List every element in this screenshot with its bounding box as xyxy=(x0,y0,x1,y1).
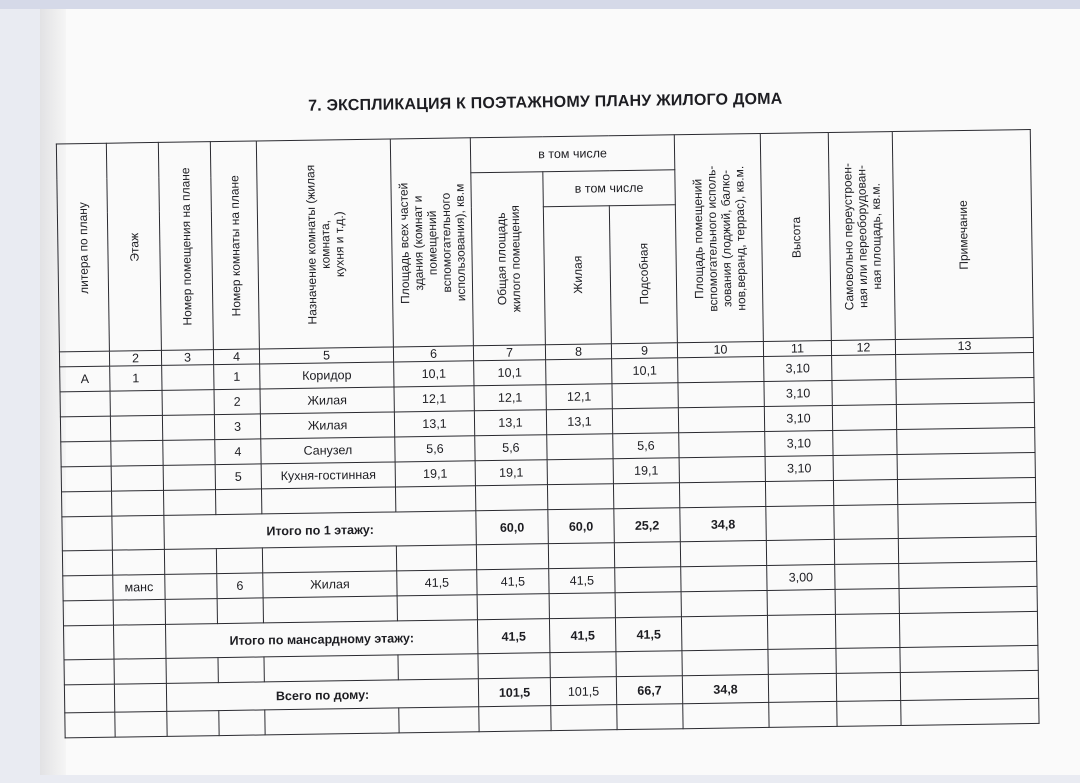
col-number-cell: 8 xyxy=(545,344,611,360)
total-floor1-area: 60,0 xyxy=(476,510,548,545)
col-number-cell: 10 xyxy=(677,341,763,357)
cell-height: 3,10 xyxy=(765,455,833,481)
cell-floor xyxy=(111,440,163,466)
cell-area: 5,6 xyxy=(395,436,475,462)
cell-height: 3,10 xyxy=(765,430,833,456)
cell-height: 3,00 xyxy=(767,564,835,590)
cell-area: 12,1 xyxy=(394,386,474,412)
cell-total: 10,1 xyxy=(474,360,546,386)
cell-area: 41,5 xyxy=(397,570,477,596)
cell-aux-area xyxy=(678,356,764,382)
cell-room: 3 xyxy=(214,414,260,440)
col-number-cell: 3 xyxy=(161,350,213,366)
cell-note xyxy=(897,427,1035,454)
cell-liter xyxy=(60,416,110,442)
cell-height: 3,10 xyxy=(764,405,832,431)
col-number-cell: 4 xyxy=(213,349,259,365)
header-auxiliary: Подсобная xyxy=(609,205,677,344)
header-total-area: Площадь всех частей здания (комнат и помещений вспомогательного использования), кв.м xyxy=(390,138,473,347)
cell-area: 13,1 xyxy=(394,411,474,437)
cell-aux xyxy=(612,408,678,434)
cell-aux xyxy=(612,383,678,409)
header-auxiliary-area: Площадь помещений вспомогательного исполь- зования (лоджий, балко- нов,веранд, террас), кв.м. xyxy=(674,133,763,342)
total-house-label: Всего по дому: xyxy=(166,679,478,712)
cell-unauth xyxy=(832,355,896,381)
cell-total: 12,1 xyxy=(474,385,546,411)
cell-living: 12,1 xyxy=(546,384,612,410)
cell-premise xyxy=(162,365,214,391)
cell-floor xyxy=(111,465,163,491)
cell-living xyxy=(547,459,613,485)
total-attic-label: Итого по мансардному этажу: xyxy=(165,620,477,659)
col-number-cell: 5 xyxy=(259,347,393,364)
cell-premise xyxy=(162,390,214,416)
header-room-purpose: Назначение комнаты (жилая комната, кухня и т.д.) xyxy=(256,139,393,349)
cell-floor: 1 xyxy=(110,365,162,391)
cell-unauth xyxy=(832,380,896,406)
cell-unauth xyxy=(833,455,897,481)
cell-premise xyxy=(163,440,215,466)
cell-living: 41,5 xyxy=(549,568,615,594)
total-floor1-label: Итого по 1 этажу: xyxy=(164,511,476,550)
cell-room: 5 xyxy=(215,464,261,490)
total-house-living: 66,7 xyxy=(616,676,682,705)
header-premise-number: Номер помещения на плане xyxy=(158,142,213,351)
total-attic-living: 41,5 xyxy=(615,617,682,652)
col-number-cell: 13 xyxy=(895,337,1033,354)
cell-aux-area xyxy=(678,381,764,407)
cell-room: 4 xyxy=(215,439,261,465)
cell-unauth xyxy=(833,430,897,456)
cell-living: 13,1 xyxy=(546,409,612,435)
cell-aux-area xyxy=(678,406,764,432)
header-room-number: Номер комнаты на плане xyxy=(210,141,259,350)
total-attic-area: 41,5 xyxy=(477,619,549,654)
total-house-total: 101,5 xyxy=(550,677,616,706)
cell-height: 3,10 xyxy=(764,380,832,406)
cell-living xyxy=(547,434,613,460)
total-floor1-aux: 34,8 xyxy=(680,506,766,541)
cell-purpose: Жилая xyxy=(263,571,397,598)
cell-living xyxy=(546,359,612,385)
cell-purpose: Кухня-гостинная xyxy=(261,462,395,489)
cell-total: 19,1 xyxy=(475,460,547,486)
cell-note xyxy=(896,402,1034,429)
cell-floor xyxy=(110,415,162,441)
cell-area: 19,1 xyxy=(395,461,475,487)
col-number-cell: 7 xyxy=(473,345,545,361)
cell-note xyxy=(896,352,1034,379)
cell-premise xyxy=(163,465,215,491)
cell-room: 6 xyxy=(217,573,263,599)
cell-room: 1 xyxy=(214,364,260,390)
cell-aux: 5,6 xyxy=(613,433,679,459)
header-note: Примечание xyxy=(892,129,1033,339)
explication-table xyxy=(56,129,1040,738)
header-liter: литера по плану xyxy=(56,143,109,352)
header-total-living-area: Общая площадь жилого помещения xyxy=(471,172,546,346)
cell-liter xyxy=(60,391,110,417)
cell-note xyxy=(897,452,1035,479)
cell-purpose: Жилая xyxy=(260,387,394,414)
col-number-cell: 12 xyxy=(831,340,895,356)
cell-premise xyxy=(162,415,214,441)
total-attic-total: 41,5 xyxy=(549,618,615,653)
cell-floor xyxy=(110,390,162,416)
cell-height: 3,10 xyxy=(764,355,832,381)
total-house-aux: 34,8 xyxy=(682,674,768,703)
header-living: Жилая xyxy=(543,206,611,345)
cell-purpose: Коридор xyxy=(260,362,394,389)
header-including-2: в том числе xyxy=(543,170,676,207)
cell-aux: 10,1 xyxy=(612,358,678,384)
cell-area: 10,1 xyxy=(394,361,474,387)
cell-aux: 19,1 xyxy=(613,458,679,484)
col-number-cell: 9 xyxy=(611,343,677,359)
total-house-area: 101,5 xyxy=(478,678,550,707)
header-including: в том числе xyxy=(470,135,675,173)
page-title: 7. ЭКСПЛИКАЦИЯ К ПОЭТАЖНОМУ ПЛАНУ ЖИЛОГО ДОМА xyxy=(308,90,783,115)
cell-liter: А xyxy=(60,366,110,392)
cell-purpose: Жилая xyxy=(260,412,394,439)
cell-note xyxy=(896,377,1034,404)
cell-unauth xyxy=(832,405,896,431)
header-floor: Этаж xyxy=(106,142,161,351)
cell-total: 13,1 xyxy=(474,410,546,436)
cell-total: 41,5 xyxy=(477,569,549,595)
col-number-cell: 11 xyxy=(763,340,831,356)
cell-liter xyxy=(61,466,111,492)
total-floor1-living: 25,2 xyxy=(614,508,681,543)
col-number-cell xyxy=(59,351,109,367)
cell-floor: манс xyxy=(113,574,165,600)
cell-liter xyxy=(61,441,111,467)
header-height: Высота xyxy=(760,132,831,341)
cell-aux-area xyxy=(679,456,765,482)
header-unauthorized-area: Самовольно переустроен- ная или переоборудован- ная площадь, кв.м. xyxy=(828,132,895,341)
cell-purpose: Санузел xyxy=(261,437,395,464)
cell-total: 5,6 xyxy=(475,435,547,461)
col-number-cell: 2 xyxy=(109,350,161,366)
cell-aux-area xyxy=(679,431,765,457)
col-number-cell: 6 xyxy=(393,346,473,362)
cell-room: 2 xyxy=(214,389,260,415)
total-floor1-total: 60,0 xyxy=(548,509,614,544)
